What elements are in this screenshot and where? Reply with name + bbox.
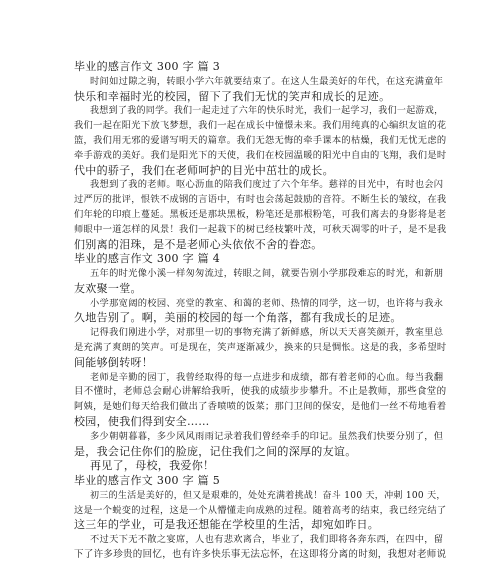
paragraph-line: 小学那宽阔的校园、亮堂的教室、和蔼的老师、热情的同学，这一切，也许将与我永 — [90, 297, 444, 309]
paragraph-line: 过严厉的批评，恨铁不成钢的言语中，有时也会荡起鼓励的音符。不断生长的皱纹，在我 — [74, 194, 447, 206]
paragraph-line: 时间如过隙之驹，转眼小学六年就要结束了。在这人生最美好的年代，在这充满童年 — [90, 75, 444, 87]
paragraph-line: 篮，我们用无邪的爱谱写明天的篇章。我们无怨无悔的牵手课本的枯燥，我们无忧无虑的 — [74, 134, 447, 146]
paragraph-line: 间能够倒转呀！ — [74, 355, 154, 369]
paragraph-line: 这三年的学业，可是我还想能在学校里的生活，却宛如昨日。 — [74, 518, 380, 532]
paragraph-line: 我想到了我的同学。我们一起走过了六年的快乐时光，我们一起学习，我们一起游戏， — [90, 106, 444, 117]
paragraph-line: 下了许多珍贵的回忆，也有许多快乐事无法忘怀，在这即将分离的时刻，我想对老师说 — [74, 549, 447, 560]
paragraph-line: 们年轮的印痕上蔓延。黑板还是那块黑板，粉笔还是那根粉笔，可我们离去的身影将是老 — [74, 208, 447, 220]
paragraph-line: 多少朝朝暮暮，多少风风雨雨记录着我们曾经牵手的印记。虽然我们快要分别了，但 — [90, 430, 444, 442]
paragraph-line: 快乐和幸福时光的校园，留下了我们无忧的笑声和成长的足迹。 — [74, 89, 391, 103]
paragraph-line: 目不懂时，老师总会耐心讲解给我听，使我的成绩步步攀升。不止是教师，那些食堂的 — [74, 386, 447, 398]
paragraph-line: 是充满了爽朗的笑声。可是现在，笑声逐渐减少，换来的只是惆怅。这是的我，多希望时 — [74, 342, 447, 353]
paragraph-line: 久地告别了。啊，美丽的校园的每一个角落，都有我成长的足迹。 — [74, 311, 402, 325]
paragraph-line: 师眼中一道怎样的风景！我们一起栽下的树已经枝繁叶茂，可秋天凋零的叶子，是不是我 — [74, 223, 447, 235]
paragraph-line: 我们一起在阳光下放飞梦想，我们一起在成长中憧憬未来。我们用纯真的心编织友谊的花 — [74, 120, 447, 132]
paragraph-line: 代中的骄子，我们在老师呵护的目光中茁壮的成长。 — [74, 163, 334, 177]
section-heading: 毕业的感言作文 300 字 篇 3 — [74, 60, 221, 73]
paragraph-line: 我想到了我的老师。呕心沥血的陪我们度过了六个年华。慈祥的目光中，有时也会闪 — [90, 179, 444, 191]
section-heading: 毕业的感言作文 300 字 篇 5 — [74, 474, 221, 488]
section-heading: 毕业的感言作文 300 字 篇 4 — [74, 252, 221, 266]
paragraph-line: 不过天下无不散之宴席，人也有悲欢离合，毕业了，我们即将各奔东西，在四中，留 — [90, 534, 444, 546]
paragraph-line: 老师是辛勤的园丁，我曾经取得的每一点进步和成绩，都有着老师的心血。每当我翻 — [90, 371, 444, 383]
paragraph-line: 友欢聚一堂。 — [74, 281, 142, 295]
paragraph-line: 再见了，母校，我爱你！ — [90, 459, 215, 473]
paragraph-line: 这是一个蜕变的过程，这是一个从懵懂走向成熟的过程。随着高考的结束，我已经完结了 — [74, 504, 447, 516]
paragraph-line: 记得我们刚进小学，对那里一切的事物充满了新鲜感，所以天天喜笑颜开，教室里总 — [90, 327, 444, 339]
paragraph-line: 五年的时光像小溪一样匆匆流过，转眼之间，就要告别小学那段难忘的时光，和新朋 — [90, 268, 444, 279]
paragraph-line: 初三的生活是美好的，但又是艰难的，处处充满着挑战！奋斗 100 天，冲刺 100 天， — [90, 490, 446, 501]
paragraph-line: 校园，使我们得到安全…… — [74, 414, 210, 428]
paragraph-line: 是，我会记住你们的脸庞，记住我们之间的深厚的友谊。 — [74, 444, 357, 458]
paragraph-line: 们别离的泪珠，是不是老师心头依依不舍的眷恋。 — [74, 237, 323, 251]
paragraph-line: 阿姨，是她们每天给我们做出了香喷喷的饭菜；那门卫间的保安，是他们一丝不苟地看着 — [74, 401, 447, 413]
paragraph-line: 牵手游戏的美好。我们是阳光下的天使，我们在校园温暖的阳光中自由的飞翔，我们是时 — [74, 149, 447, 161]
